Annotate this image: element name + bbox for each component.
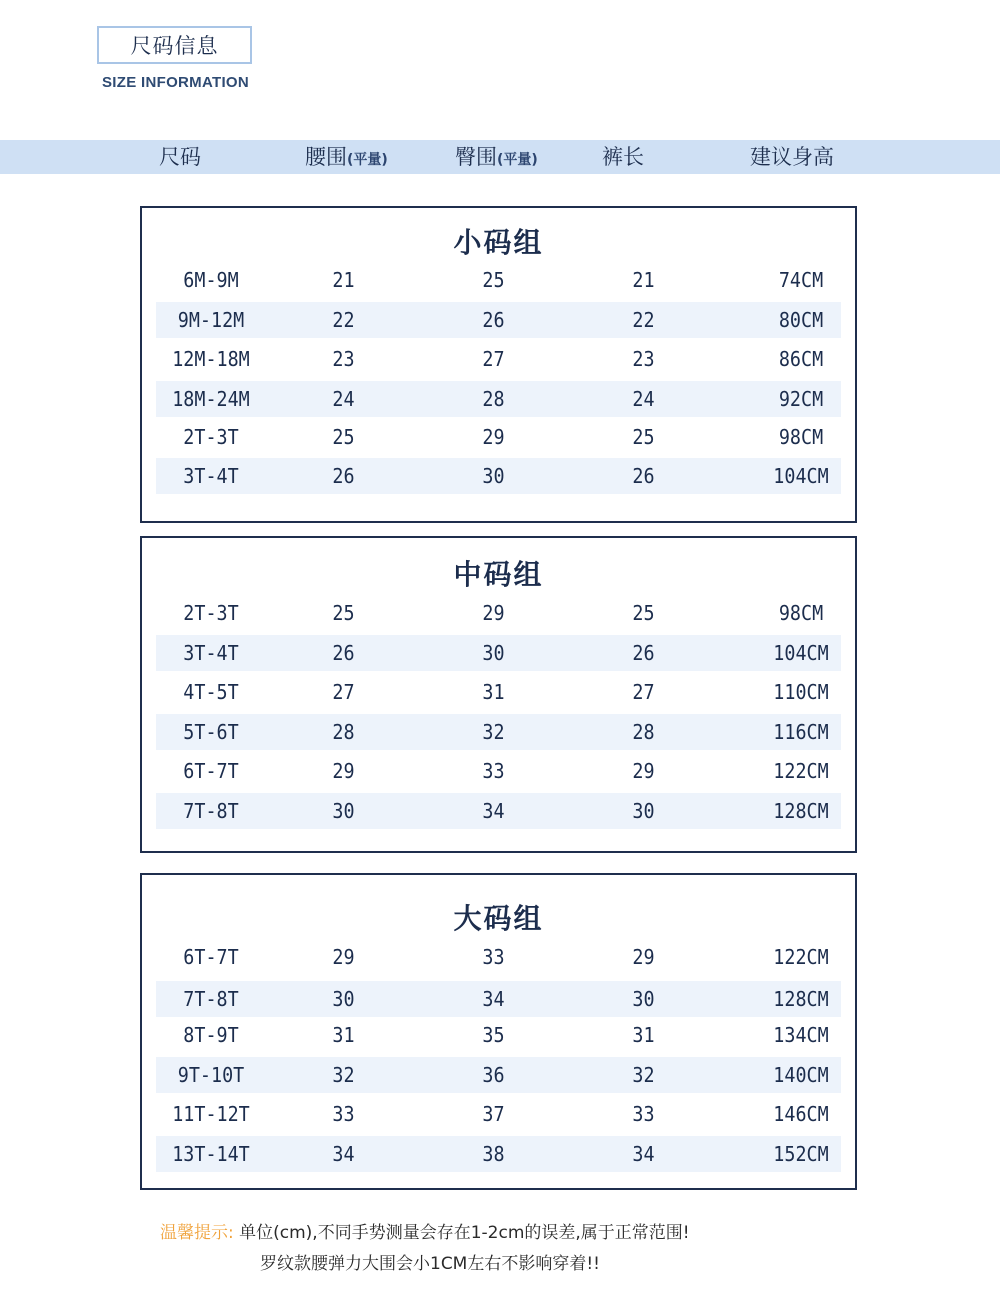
column-header-length: 裤长	[602, 145, 644, 169]
height-cell: 152CM	[773, 1142, 829, 1166]
waist-cell: 29	[332, 945, 355, 969]
waist-cell: 25	[332, 425, 355, 449]
height-cell: 86CM	[778, 347, 824, 371]
waist-cell: 28	[332, 720, 355, 744]
tip-line-2: 罗纹款腰弹力大围会小1CM左右不影响穿着!!	[260, 1254, 600, 1274]
waist-cell: 31	[332, 1023, 355, 1047]
size-cell: 9M-12M	[177, 308, 245, 332]
table-row	[156, 1136, 841, 1172]
height-cell: 98CM	[778, 601, 824, 625]
length-cell: 22	[632, 308, 655, 332]
size-cell: 11T-12T	[172, 1102, 250, 1126]
group-title: 大码组	[453, 902, 544, 935]
column-header-height: 建议身高	[750, 145, 834, 169]
group-title: 小码组	[453, 226, 544, 259]
length-cell: 34	[632, 1142, 655, 1166]
hip-cell: 34	[482, 799, 505, 823]
hip-cell: 33	[482, 759, 505, 783]
size-cell: 7T-8T	[183, 987, 239, 1011]
height-cell: 104CM	[773, 464, 829, 488]
waist-cell: 30	[332, 799, 355, 823]
waist-cell: 26	[332, 641, 355, 665]
table-row	[156, 381, 841, 417]
hip-cell: 26	[482, 308, 505, 332]
hip-cell: 38	[482, 1142, 505, 1166]
waist-cell: 27	[332, 680, 355, 704]
waist-cell: 30	[332, 987, 355, 1011]
height-cell: 74CM	[778, 268, 824, 292]
height-cell: 104CM	[773, 641, 829, 665]
length-cell: 21	[632, 268, 655, 292]
height-cell: 140CM	[773, 1063, 829, 1087]
table-row	[156, 1096, 841, 1132]
hip-cell: 29	[482, 601, 505, 625]
length-cell: 24	[632, 387, 655, 411]
hip-cell: 37	[482, 1102, 505, 1126]
table-row	[156, 419, 841, 455]
tip-note	[160, 1218, 860, 1249]
waist-cell: 21	[332, 268, 355, 292]
length-cell: 30	[632, 987, 655, 1011]
length-cell: 29	[632, 759, 655, 783]
size-cell: 2T-3T	[183, 425, 239, 449]
table-row	[156, 939, 841, 975]
hip-cell: 30	[482, 464, 505, 488]
length-cell: 26	[632, 641, 655, 665]
size-group-large	[140, 873, 857, 1190]
hip-cell: 35	[482, 1023, 505, 1047]
length-cell: 26	[632, 464, 655, 488]
size-cell: 2T-3T	[183, 601, 239, 625]
height-cell: 128CM	[773, 987, 829, 1011]
column-header-band	[0, 140, 1000, 174]
section-title-box	[97, 26, 252, 64]
group-title: 中码组	[453, 558, 544, 591]
size-cell: 13T-14T	[172, 1142, 250, 1166]
height-cell: 122CM	[773, 759, 829, 783]
size-cell: 6T-7T	[183, 759, 239, 783]
table-row	[156, 981, 841, 1017]
size-cell: 7T-8T	[183, 799, 239, 823]
height-cell: 110CM	[773, 680, 829, 704]
height-cell: 80CM	[778, 308, 824, 332]
column-header-waist: 腰围(平量)	[305, 145, 388, 169]
table-row	[156, 714, 841, 750]
waist-cell: 32	[332, 1063, 355, 1087]
size-cell: 6T-7T	[183, 945, 239, 969]
table-row	[156, 595, 841, 631]
height-cell: 92CM	[778, 387, 824, 411]
hip-cell: 31	[482, 680, 505, 704]
length-cell: 25	[632, 425, 655, 449]
hip-cell: 28	[482, 387, 505, 411]
height-cell: 116CM	[773, 720, 829, 744]
column-header-waist-note: (平量)	[347, 152, 388, 168]
size-cell: 12M-18M	[172, 347, 250, 371]
size-group-medium	[140, 536, 857, 853]
length-cell: 23	[632, 347, 655, 371]
length-cell: 30	[632, 799, 655, 823]
tip-label: 温馨提示:	[160, 1223, 234, 1243]
length-cell: 31	[632, 1023, 655, 1047]
column-header-hip: 臀围(平量)	[455, 145, 538, 169]
table-row	[156, 262, 841, 298]
hip-cell: 30	[482, 641, 505, 665]
waist-cell: 34	[332, 1142, 355, 1166]
column-header-hip-note: (平量)	[497, 152, 538, 168]
table-row	[156, 635, 841, 671]
waist-cell: 33	[332, 1102, 355, 1126]
size-group-small	[140, 206, 857, 523]
length-cell: 27	[632, 680, 655, 704]
section-subtitle: SIZE INFORMATION	[102, 74, 250, 91]
size-cell: 9T-10T	[177, 1063, 245, 1087]
waist-cell: 23	[332, 347, 355, 371]
table-row	[156, 674, 841, 710]
height-cell: 146CM	[773, 1102, 829, 1126]
length-cell: 32	[632, 1063, 655, 1087]
waist-cell: 22	[332, 308, 355, 332]
height-cell: 98CM	[778, 425, 824, 449]
size-cell: 3T-4T	[183, 641, 239, 665]
section-title: 尺码信息	[130, 34, 219, 58]
size-cell: 6M-9M	[183, 268, 239, 292]
height-cell: 128CM	[773, 799, 829, 823]
size-cell: 5T-6T	[183, 720, 239, 744]
waist-cell: 26	[332, 464, 355, 488]
height-cell: 122CM	[773, 945, 829, 969]
table-row	[156, 753, 841, 789]
table-row	[156, 1057, 841, 1093]
hip-cell: 34	[482, 987, 505, 1011]
length-cell: 28	[632, 720, 655, 744]
waist-cell: 24	[332, 387, 355, 411]
table-row	[156, 341, 841, 377]
hip-cell: 32	[482, 720, 505, 744]
column-header-size: 尺码	[159, 145, 201, 169]
waist-cell: 29	[332, 759, 355, 783]
tip-line-1: 单位(cm),不同手势测量会存在1-2cm的误差,属于正常范围!	[239, 1223, 690, 1243]
size-cell: 8T-9T	[183, 1023, 239, 1047]
table-row	[156, 793, 841, 829]
table-row	[156, 458, 841, 494]
table-row	[156, 302, 841, 338]
hip-cell: 27	[482, 347, 505, 371]
length-cell: 33	[632, 1102, 655, 1126]
size-cell: 4T-5T	[183, 680, 239, 704]
waist-cell: 25	[332, 601, 355, 625]
height-cell: 134CM	[773, 1023, 829, 1047]
hip-cell: 29	[482, 425, 505, 449]
hip-cell: 25	[482, 268, 505, 292]
hip-cell: 36	[482, 1063, 505, 1087]
size-cell: 3T-4T	[183, 464, 239, 488]
hip-cell: 33	[482, 945, 505, 969]
length-cell: 29	[632, 945, 655, 969]
size-cell: 18M-24M	[172, 387, 250, 411]
length-cell: 25	[632, 601, 655, 625]
table-row	[156, 1017, 841, 1053]
